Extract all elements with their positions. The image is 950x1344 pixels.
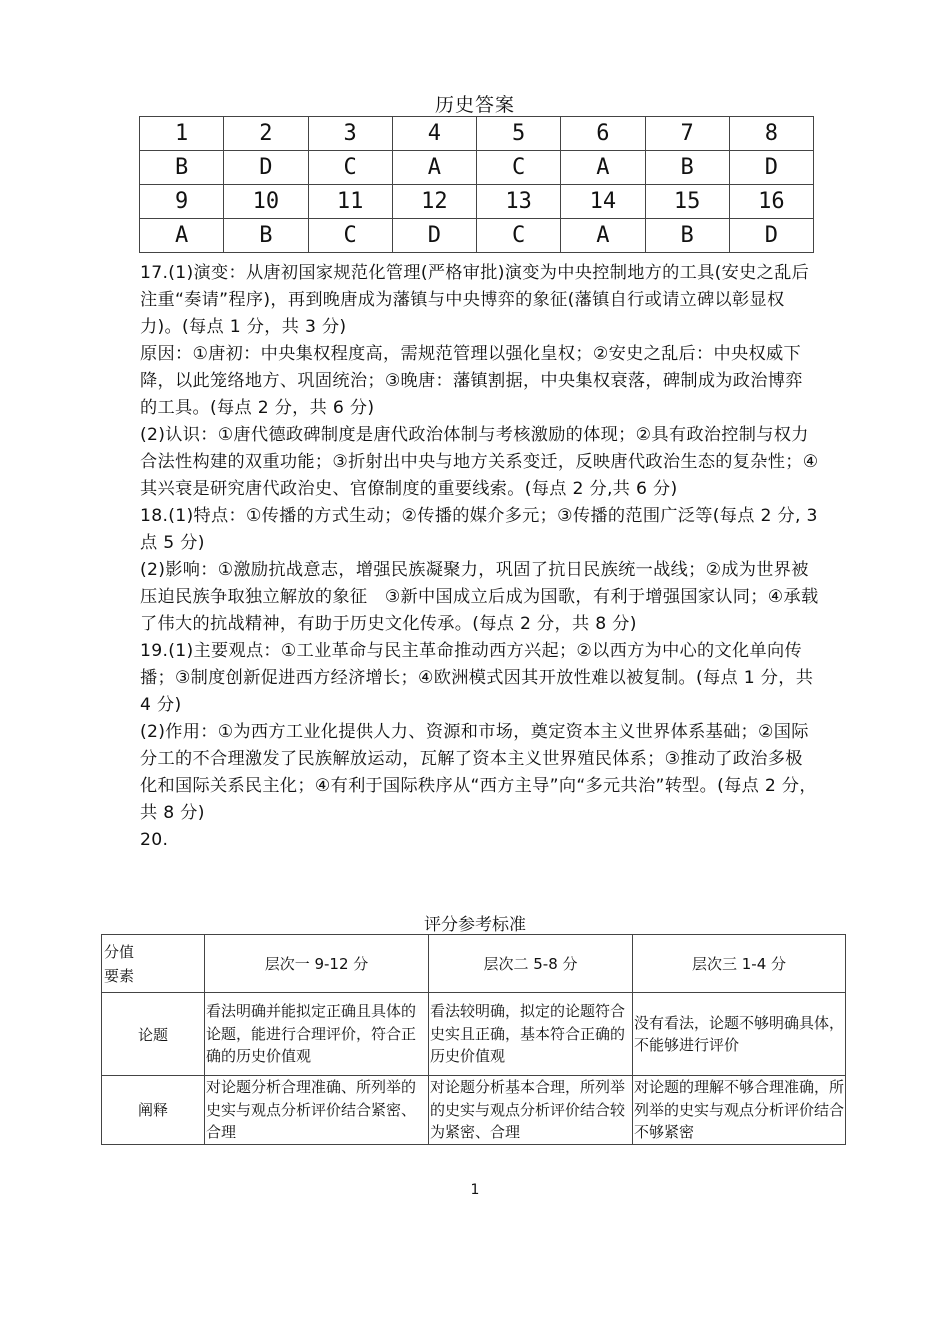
answer-key-table bbox=[139, 116, 814, 253]
answer-cell: D bbox=[729, 219, 813, 253]
answer-cell: C bbox=[477, 219, 561, 253]
answer-cell: A bbox=[140, 219, 224, 253]
answer-cell: B bbox=[645, 219, 729, 253]
level-3-header: 层次三 1-4 分 bbox=[633, 935, 846, 993]
question-number-cell: 8 bbox=[729, 117, 813, 151]
rubric-row-explanation bbox=[102, 1076, 846, 1145]
corner-label-score: 分值 bbox=[104, 942, 135, 961]
paragraph-17-reasons: 原因：①唐初：中央集权程度高，需规范管理以强化皇权；②安史之乱后：中央权威下降，以此笼络地方、巩固统治；③晚唐：藩镇割据，中央集权衰落，碑制成为政治博弈的工具。(每点 2 分，共 6 分) bbox=[140, 344, 803, 418]
paragraph-17-2: (2)认识：①唐代德政碑制度是唐代政治体制与考核激励的体现；②具有政治控制与权力合法性构建的双重功能；③折射出中央与地方关系变迁，反映唐代政治生态的复杂性；④其兴衰是研究唐代政治史、官僚制度的重要线索。(每点 2 分,共 6 分) bbox=[140, 425, 819, 499]
rubric-row-label: 论题 bbox=[102, 993, 205, 1076]
paragraph-19-2: (2)作用：①为西方工业化提供人力、资源和市场，奠定资本主义世界体系基础；②国际分工的不合理激发了民族解放运动，瓦解了资本主义世界殖民体系；③推动了政治多极化和国际关系民主化；④有利于国际秩序从“西方主导”向“多元共治”转型。(每点 2 分，共 8 分) bbox=[140, 722, 817, 823]
paragraph-19-1: 19.(1)主要观点：①工业革命与民主革命推动西方兴起；②以西方为中心的文化单向传播；③制度创新促进西方经济增长；④欧洲模式因其开放性难以被复制。(每点 1 分，共 4 分) bbox=[140, 641, 814, 715]
question-number-cell: 7 bbox=[645, 117, 729, 151]
answer-cell: A bbox=[561, 151, 645, 185]
paragraph-20: 20. bbox=[140, 830, 169, 850]
question-number-cell: 10 bbox=[224, 185, 308, 219]
rubric-row-thesis bbox=[102, 993, 846, 1076]
answer-cell: D bbox=[392, 219, 476, 253]
rubric-row-label: 阐释 bbox=[102, 1076, 205, 1145]
answer-cell: A bbox=[561, 219, 645, 253]
question-number-row bbox=[140, 117, 814, 151]
question-number-row bbox=[140, 185, 814, 219]
question-number-cell: 4 bbox=[392, 117, 476, 151]
rubric-cell: 看法较明确，拟定的论题符合史实且正确，基本符合正确的历史价值观 bbox=[429, 993, 633, 1076]
question-number-cell: 16 bbox=[729, 185, 813, 219]
answer-row bbox=[140, 219, 814, 253]
answer-cell: D bbox=[729, 151, 813, 185]
question-number-cell: 1 bbox=[140, 117, 224, 151]
page-title: 历史答案 bbox=[434, 94, 515, 116]
answer-cell: D bbox=[224, 151, 308, 185]
answer-cell: A bbox=[392, 151, 476, 185]
rubric-cell: 没有看法，论题不够明确具体，不能够进行评价 bbox=[633, 993, 846, 1076]
question-number-cell: 14 bbox=[561, 185, 645, 219]
paragraph-18-1: 18.(1)特点：①传播的方式生动；②传播的媒介多元；③传播的范围广泛等(每点 2 分, 3 点 5 分) bbox=[140, 506, 818, 553]
question-number-cell: 13 bbox=[477, 185, 561, 219]
question-number-cell: 5 bbox=[477, 117, 561, 151]
answer-cell: C bbox=[308, 151, 392, 185]
rubric-cell: 对论题分析基本合理，所列举的史实与观点分析评价结合较为紧密、合理 bbox=[429, 1076, 633, 1145]
question-number-cell: 3 bbox=[308, 117, 392, 151]
question-number-cell: 15 bbox=[645, 185, 729, 219]
question-number-cell: 11 bbox=[308, 185, 392, 219]
page-number: 1 bbox=[470, 1182, 480, 1198]
question-number-cell: 2 bbox=[224, 117, 308, 151]
rubric-cell: 看法明确并能拟定正确且具体的论题，能进行合理评价，符合正确的历史价值观 bbox=[205, 993, 429, 1076]
rubric-cell: 对论题的理解不够合理准确，所列举的史实与观点分析评价结合不够紧密 bbox=[633, 1076, 846, 1145]
answer-cell: B bbox=[645, 151, 729, 185]
question-number-cell: 9 bbox=[140, 185, 224, 219]
rubric-title: 评分参考标准 bbox=[424, 915, 526, 935]
question-number-cell: 12 bbox=[392, 185, 476, 219]
answer-cell: B bbox=[140, 151, 224, 185]
question-number-cell: 6 bbox=[561, 117, 645, 151]
answer-cell: C bbox=[477, 151, 561, 185]
answer-cell: B bbox=[224, 219, 308, 253]
corner-label-element: 要素 bbox=[104, 966, 135, 985]
level-2-header: 层次二 5-8 分 bbox=[429, 935, 633, 993]
paragraph-17-1: 17.(1)演变：从唐初国家规范化管理(严格审批)演变为中央控制地方的工具(安史之乱后注重“奏请”程序)，再到晚唐成为藩镇与中央博弈的象征(藩镇自行或请立碑以彰显权力)。(每点 1 分，共 3 分) bbox=[140, 263, 810, 337]
answer-cell: C bbox=[308, 219, 392, 253]
rubric-corner-cell bbox=[102, 935, 205, 993]
answer-row bbox=[140, 151, 814, 185]
rubric-header-row bbox=[102, 935, 846, 993]
paragraph-18-2: (2)影响：①激励抗战意志，增强民族凝聚力，巩固了抗日民族统一战线；②成为世界被压迫民族争取独立解放的象征 ③新中国成立后成为国歌，有利于增强国家认同；④承载了伟大的抗战精神，有助于历史文化传承。(每点 2 分，共 8 分) bbox=[140, 560, 819, 634]
rubric-table bbox=[101, 934, 846, 1145]
answer-explanations bbox=[140, 260, 820, 854]
rubric-cell: 对论题分析合理准确、所列举的史实与观点分析评价结合紧密、合理 bbox=[205, 1076, 429, 1145]
level-1-header: 层次一 9-12 分 bbox=[205, 935, 429, 993]
